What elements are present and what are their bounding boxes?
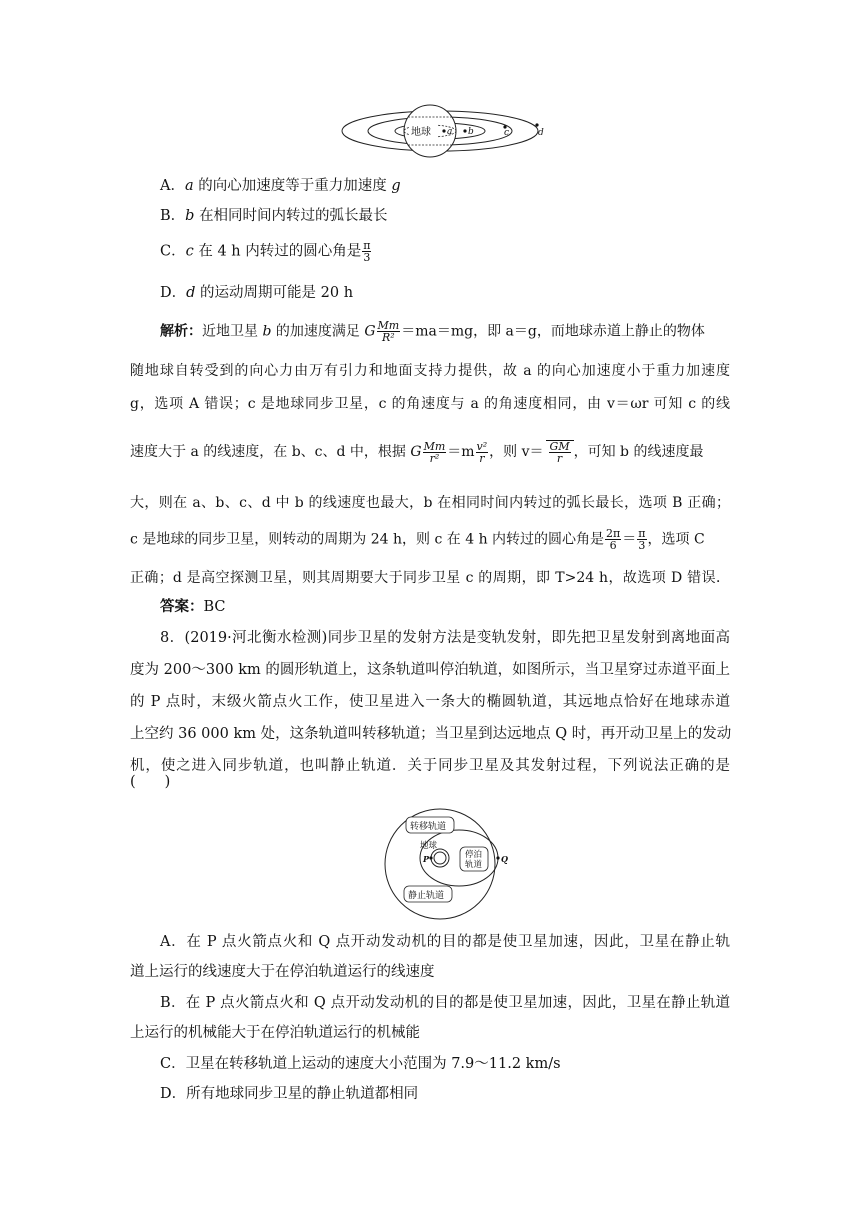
sqrt-expression — [546, 440, 574, 464]
analysis-text: ＝m — [447, 444, 475, 460]
answer-value: BC — [203, 599, 226, 615]
q8-option-a-line-1: A．在 P 点火箭点火和 Q 点开动发动机的目的都是使卫星加速，因此，卫星在静止轨 — [160, 934, 730, 950]
analysis-text: ＝ma＝mg，即 a＝g，而地球赤道上静止的物体 — [401, 323, 705, 340]
sat-d-label: d — [538, 128, 544, 138]
analysis-text: ＝ — [622, 531, 637, 548]
q8-stem-line-4: 上空约 36 000 km 处，这条轨道叫转移轨道；当卫星到达远地点 Q 时，再开动卫星上的发动 — [130, 726, 732, 742]
option-letter: D． — [160, 285, 187, 301]
analysis-line-1 — [160, 320, 730, 343]
analysis-text: ，则 v＝ — [489, 444, 544, 460]
fraction-denominator: 6 — [609, 539, 617, 552]
fraction-numerator: v² — [476, 439, 488, 453]
fraction-numerator: π — [363, 239, 371, 252]
q8-option-b-line-2: 上运行的机械能大于在停泊轨道运行的机械能 — [130, 1025, 420, 1041]
q8-option-c: C．卫星在转移轨道上运动的速度大小范围为 7.9～11.2 km/s — [160, 1056, 561, 1072]
option-tail: g — [391, 178, 401, 194]
analysis-text: 的加速度满足 — [275, 323, 360, 340]
earth-circle — [434, 852, 446, 864]
q8-option-a-line-2: 道上运行的线速度大于在停泊轨道运行的线速度 — [130, 964, 435, 980]
static-orbit-label: 静止轨道 — [408, 891, 445, 901]
sat-c-label: c — [504, 128, 510, 138]
launch-orbit-figure — [380, 808, 508, 920]
fraction-denominator: 3 — [363, 251, 371, 264]
q8-stem-line-5: 机，使之进入同步轨道，也叫静止轨道．关于同步卫星及其发射过程，下列说法正确的是 — [130, 758, 730, 774]
option-letter: C． — [160, 243, 186, 260]
q7-option-d — [160, 283, 353, 303]
analysis-fraction — [637, 528, 646, 551]
analysis-label: 解析： — [160, 323, 202, 340]
analysis-var: b — [262, 323, 272, 340]
analysis-text: c 是地球的同步卫星，则转动的周期为 24 h，则 c 在 4 h 内转过的圆心角是 — [130, 531, 605, 548]
fraction-numerator: 2π — [606, 527, 621, 540]
parking-orbit-label-2: 轨道 — [465, 860, 483, 870]
analysis-text: ，可知 b 的线速度最 — [573, 444, 704, 460]
option-text: 在 4 h 内转过的圆心角是 — [198, 243, 362, 260]
point-p-dot — [429, 856, 432, 859]
answer-line — [160, 597, 760, 617]
analysis-line-4 — [130, 440, 730, 464]
fraction-numerator: Mm — [423, 439, 446, 453]
option-letter: A． — [160, 178, 185, 194]
analysis-fraction — [549, 441, 571, 464]
option-var: c — [185, 243, 194, 260]
analysis-line-5: 大，则在 a、b、c、d 中 b 的线速度也最大，b 在相同时间内转过的弧长最长，选项 B 正确； — [130, 495, 730, 511]
fraction-numerator: Mm — [377, 319, 400, 332]
fraction-denominator: r — [556, 452, 563, 465]
q7-option-c — [160, 240, 372, 263]
analysis-text: ，选项 C — [647, 531, 705, 548]
fraction-denominator: 3 — [638, 539, 646, 552]
option-fraction — [362, 240, 371, 263]
point-q-dot — [496, 856, 499, 859]
orbit-figure — [340, 100, 560, 160]
transfer-orbit-label: 转移轨道 — [410, 822, 447, 832]
fraction-numerator: π — [638, 527, 646, 540]
analysis-text: 近地卫星 — [202, 323, 258, 340]
analysis-text: 速度大于 a 的线速度，在 b、c、d 中，根据 — [130, 444, 406, 460]
q7-option-b — [160, 206, 388, 226]
option-var: d — [186, 285, 196, 301]
analysis-var: G — [364, 323, 376, 340]
option-var: a — [184, 178, 194, 194]
q8-stem-line-1: 8．(2019·河北衡水检测)同步卫星的发射方法是变轨发射，即先把卫星发射到离地面高 — [160, 630, 730, 646]
q8-option-b-line-1: B．在 P 点火箭点火和 Q 点开动发动机的目的都是使卫星加速，因此，卫星在静止轨道 — [160, 995, 730, 1011]
earth-label: 地球 — [411, 127, 431, 138]
analysis-var: G — [410, 444, 422, 460]
point-p-label: P — [423, 854, 430, 864]
fraction-numerator: GM — [549, 440, 570, 453]
analysis-line-2: 随地球自转受到的向心力由万有引力和地面支持力提供，故 a 的向心加速度小于重力加速度 — [130, 363, 730, 379]
option-text: 的运动周期可能是 20 h — [200, 285, 354, 301]
option-text: 在相同时间内转过的弧长最长 — [199, 208, 388, 224]
fraction-denominator: R² — [382, 331, 395, 344]
sat-b-label: b — [468, 127, 474, 137]
fraction-denominator: r — [479, 451, 485, 465]
sat-d-dot — [535, 123, 538, 126]
earth-label: 地球 — [420, 841, 438, 851]
sat-a-dot — [442, 129, 445, 132]
analysis-fraction — [423, 441, 447, 464]
analysis-line-6 — [130, 528, 730, 551]
analysis-fraction — [605, 528, 621, 551]
analysis-line-7: 正确；d 是高空探测卫星，则其周期要大于同步卫星 c 的周期，即 T>24 h，故选项 D 错误． — [130, 570, 730, 586]
point-q-label: Q — [501, 854, 508, 864]
q8-stem-line-3: 的 P 点时，末级火箭点火工作，使卫星进入一条大的椭圆轨道，其远地点恰好在地球赤道 — [130, 694, 730, 710]
q8-option-d: D．所有地球同步卫星的静止轨道都相同 — [160, 1086, 419, 1102]
answer-label: 答案： — [160, 598, 204, 615]
q8-stem-line-2: 度为 200～300 km 的圆形轨道上，这条轨道叫停泊轨道，如图所示，当卫星穿过赤道平面上 — [130, 662, 730, 678]
analysis-fraction — [476, 441, 489, 464]
parking-orbit-label-1: 停泊 — [465, 850, 483, 860]
analysis-line-3: g，选项 A 错误；c 是地球同步卫星，c 的角速度与 a 的角速度相同，由 v＝ωr 可知 c 的线 — [130, 396, 730, 412]
fraction-denominator: r² — [429, 451, 440, 465]
option-letter: B． — [160, 208, 186, 224]
q8-answer-blank: ( ) — [130, 774, 171, 790]
option-var: b — [185, 208, 195, 224]
analysis-fraction — [377, 320, 401, 343]
sat-b-dot — [463, 129, 466, 132]
option-text: 的向心加速度等于重力加速度 — [198, 178, 387, 194]
sat-a-label: a — [447, 127, 453, 137]
q7-option-a — [160, 176, 401, 196]
